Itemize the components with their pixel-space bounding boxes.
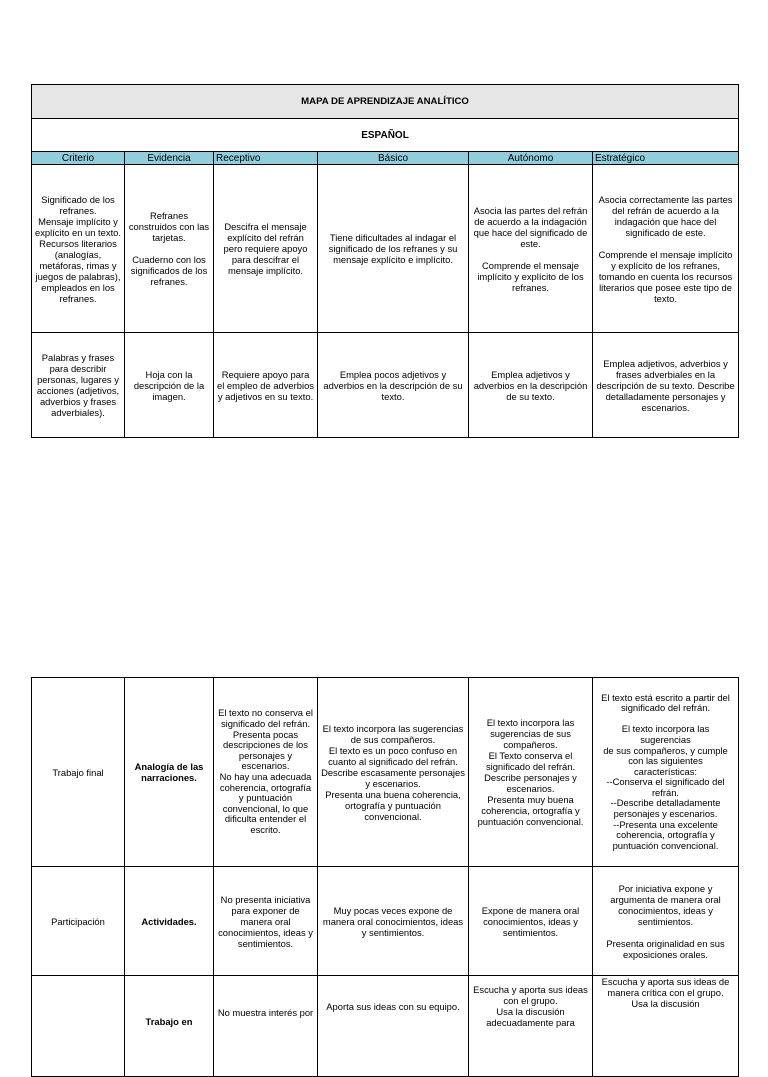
table-row <box>32 333 739 438</box>
table-row <box>32 165 739 333</box>
cell-basico: Emplea pocos adjetivos y adverbios en la descripción de su texto. <box>318 333 469 438</box>
header-receptivo: Receptivo <box>214 152 318 165</box>
cell-criterio: Participación <box>32 867 125 976</box>
subject-title: ESPAÑOL <box>32 119 739 152</box>
cell-evidencia: Analogía de las narraciones. <box>125 678 214 867</box>
map-title: MAPA DE APRENDIZAJE ANALÍTICO <box>32 85 739 119</box>
cell-autonomo: Expone de manera oral conocimientos, ideas y sentimientos. <box>469 867 593 976</box>
cell-criterio: Significado de los refranes. Mensaje implícito y explícito en un texto. Recursos literarios (analogías, metáforas, rimas y juegos de palabras), empleados en los refranes. <box>32 165 125 333</box>
cell-receptivo: Descifra el mensaje explícito del refrán pero requiere apoyo para descifrar el mensaje implícito. <box>214 165 318 333</box>
header-autonomo: Autónomo <box>469 152 593 165</box>
table-row <box>32 678 739 867</box>
cell-basico: Tiene dificultades al indagar el significado de los refranes y su mensaje explícito e implícito. <box>318 165 469 333</box>
cell-receptivo: Requiere apoyo para el empleo de adverbios y adjetivos en su texto. <box>214 333 318 438</box>
cell-estrategico: Emplea adjetivos, adverbios y frases adverbiales en la descripción de su texto. Describe detalladamente personajes y escenarios. <box>593 333 739 438</box>
cell-estrategico: El texto está escrito a partir del significado del refrán. El texto incorpora las sugerencias de sus compañeros, y cumple con las siguientes características: --Conserva el significado del refrán. --Describe detalladamente personajes y escenarios. --Presenta una excelente coherencia, ortografía y puntuación convencional. <box>593 678 739 867</box>
cell-autonomo: Asocia las partes del refrán de acuerdo a la indagación que hace del significado de este. Comprende el mensaje implícito y explícito de los refranes. <box>469 165 593 333</box>
cell-evidencia: Trabajo en <box>125 976 214 1077</box>
cell-estrategico: Escucha y aporta sus ideas de manera crítica con el grupo. Usa la discusión <box>593 976 739 1077</box>
cell-autonomo: Emplea adjetivos y adverbios en la descripción de su texto. <box>469 333 593 438</box>
table-row <box>32 976 739 1077</box>
header-basico: Básico <box>318 152 469 165</box>
cell-basico: Muy pocas veces expone de manera oral conocimientos, ideas y sentimientos. <box>318 867 469 976</box>
cell-autonomo: El texto incorpora las sugerencias de sus compañeros. El Texto conserva el significado del refrán. Describe personajes y escenarios. Presenta muy buena coherencia, ortografía y puntuación convencional. <box>469 678 593 867</box>
header-estrategico: Estratégico <box>593 152 739 165</box>
cell-basico: El texto incorpora las sugerencias de sus compañeros. El texto es un poco confuso en cuanto al significado del refrán. Describe escasamente personajes y escenarios. Presenta una buena coherencia, ortografía y puntuación convencional. <box>318 678 469 867</box>
cell-receptivo: No presenta iniciativa para exponer de manera oral conocimientos, ideas y sentimientos. <box>214 867 318 976</box>
cell-evidencia: Hoja con la descripción de la imagen. <box>125 333 214 438</box>
header-criterio: Criterio <box>32 152 125 165</box>
table-row <box>32 867 739 976</box>
learning-map-table <box>31 84 739 438</box>
cell-basico: Aporta sus ideas con su equipo. <box>318 976 469 1077</box>
cell-receptivo: No muestra interés por <box>214 976 318 1077</box>
cell-criterio: Palabras y frases para describir personas, lugares y acciones (adjetivos, adverbios y frases adverbiales). <box>32 333 125 438</box>
cell-criterio <box>32 976 125 1077</box>
cell-autonomo: Escucha y aporta sus ideas con el grupo. Usa la discusión adecuadamente para <box>469 976 593 1077</box>
header-evidencia: Evidencia <box>125 152 214 165</box>
cell-criterio: Trabajo final <box>32 678 125 867</box>
header-row <box>32 152 739 165</box>
cell-estrategico: Por iniciativa expone y argumenta de manera oral conocimientos, ideas y sentimientos. Presenta originalidad en sus exposiciones orales. <box>593 867 739 976</box>
evaluation-table <box>31 677 739 1077</box>
cell-evidencia: Actividades. <box>125 867 214 976</box>
cell-evidencia: Refranes construidos con las tarjetas. Cuaderno con los significados de los refranes. <box>125 165 214 333</box>
cell-receptivo: El texto no conserva el significado del refrán. Presenta pocas descripciones de los personajes y escenarios. No hay una adecuada coherencia, ortografía y puntuación convencional, lo que dificulta entender el escrito. <box>214 678 318 867</box>
cell-estrategico: Asocia correctamente las partes del refrán de acuerdo a la indagación que hace del significado de este. Comprende el mensaje implícito y explícito de los refranes, tomando en cuenta los recursos literarios que posee este tipo de texto. <box>593 165 739 333</box>
